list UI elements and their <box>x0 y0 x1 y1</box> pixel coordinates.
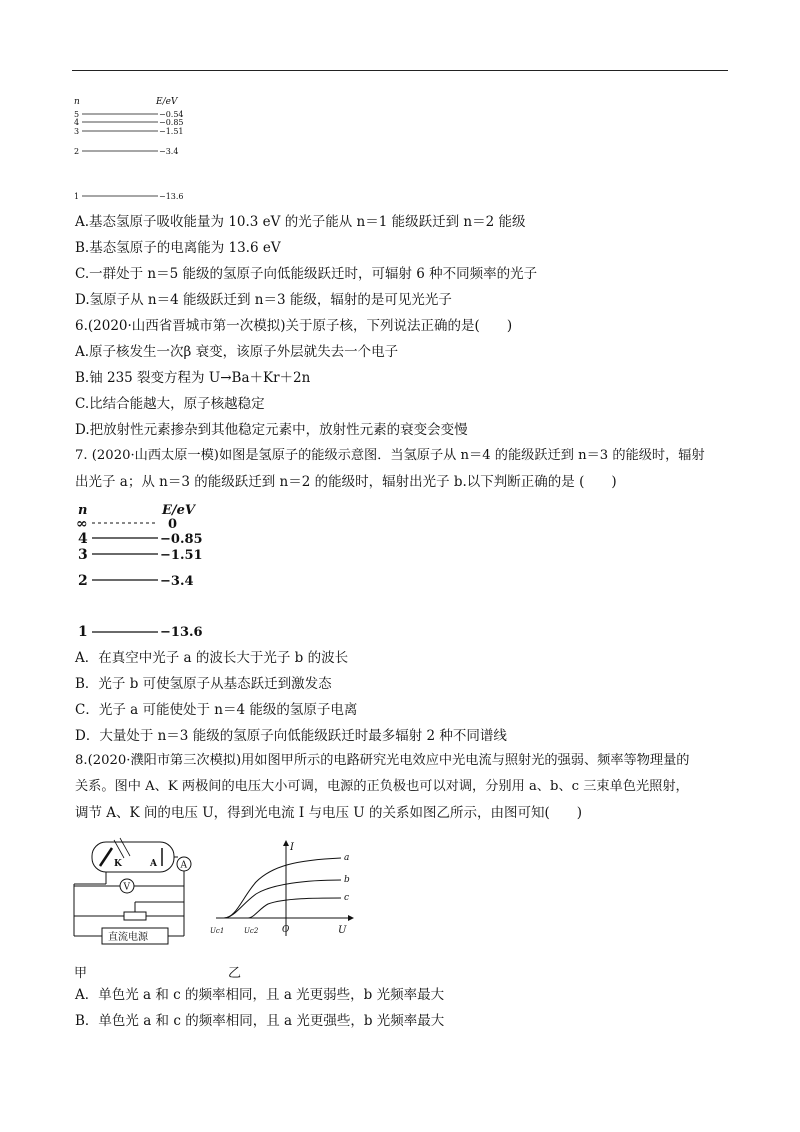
level-n: 1 <box>74 192 80 201</box>
q8-stem-line3: 调节 A、K 间的电压 U，得到光电流 I 与电压 U 的关系如图乙所示，由图可知( ) <box>75 805 582 821</box>
i-axis-arrow <box>283 840 289 846</box>
figure-b-caption: 乙 <box>228 966 242 981</box>
curve-b-label: b <box>344 875 350 885</box>
q5-option-b: B.基态氢原子的电离能为 13.6 eV <box>75 240 281 256</box>
level-e: −0.85 <box>160 532 203 547</box>
uc1-label: Uc1 <box>210 927 225 935</box>
q5-option-a: A.基态氢原子吸收能量为 10.3 eV 的光子能从 n＝1 能级跃迁到 n＝2 能级 <box>75 214 526 230</box>
level-e: −13.6 <box>159 192 184 201</box>
uc2-label: Uc2 <box>244 927 259 935</box>
ammeter-label: A <box>180 860 187 871</box>
e-header: E/eV <box>156 97 178 107</box>
curve-a <box>224 858 341 918</box>
level-n: 2 <box>74 147 80 156</box>
q7-option-d: D．大量处于 n＝3 能级的氢原子向低能级跃迁时最多辐射 2 种不同谱线 <box>75 728 507 744</box>
level-e: −0.85 <box>159 118 184 127</box>
q7-option-b: B．光子 b 可使氢原子从基态跃迁到激发态 <box>75 676 332 692</box>
q7-option-c: C．光子 a 可能使处于 n＝4 能级的氢原子电离 <box>75 702 358 718</box>
q7-stem-line2: 出光子 a；从 n＝3 的能级跃迁到 n＝2 的能级时，辐射出光子 b.以下判断正确的是 ( ) <box>75 474 617 490</box>
curve-a-label: a <box>344 853 350 863</box>
voltmeter-label: V <box>123 882 130 893</box>
u-axis-label: U <box>338 925 347 936</box>
n-header: n <box>74 97 80 107</box>
level-n: 1 <box>78 624 88 640</box>
q7-option-a: A．在真空中光子 a 的波长大于光子 b 的波长 <box>75 650 349 666</box>
u-axis-arrow <box>348 915 354 921</box>
q6-option-a: A.原子核发生一次β 衰变，该原子外层就失去一个电子 <box>75 344 399 360</box>
n-header: n <box>78 503 88 518</box>
q8-option-a: A．单色光 a 和 c 的频率相同，且 a 光更弱些，b 光频率最大 <box>75 987 445 1003</box>
k-label: K <box>114 859 122 869</box>
i-axis-label: I <box>290 842 294 853</box>
rheostat <box>124 912 146 920</box>
q5-option-d: D.氢原子从 n＝4 能级跃迁到 n＝3 能级，辐射的是可见光光子 <box>75 292 452 308</box>
e-header: E/eV <box>162 503 196 518</box>
level-n: 3 <box>74 127 80 136</box>
origin-label: O <box>282 925 290 935</box>
level-n: 3 <box>78 547 88 563</box>
level-e: −1.51 <box>159 127 184 136</box>
curve-c <box>248 898 341 918</box>
header-rule <box>72 70 728 71</box>
q6-option-b: B.铀 235 裂变方程为 U→Ba＋Kr＋2n <box>75 370 311 386</box>
photocurrent-graph <box>206 838 356 942</box>
q7-stem-line1: 7. (2020·山西太原一模)如图是氢原子的能级示意图．当氢原子从 n＝4 的能级跃迁到 n＝3 的能级时，辐射 <box>75 448 705 463</box>
circuit-diagram <box>66 836 206 948</box>
level-n: 5 <box>74 110 80 119</box>
q8-stem-line2: 关系。图中 A、K 两极间的电压大小可调，电源的正负极也可以对调，分别用 a、b、c 三束单色光照射， <box>75 779 689 794</box>
a-label: A <box>150 859 157 869</box>
energy-level-diagram-1 <box>70 92 210 204</box>
dc-source-label: 直流电源 <box>108 932 148 943</box>
q8-stem-line1: 8.(2020·濮阳市第三次模拟)用如图甲所示的电路研究光电效应中光电流与照射光的强弱、频率等物理量的 <box>75 753 690 768</box>
level-e: −3.4 <box>159 147 179 156</box>
energy-level-diagram-2 <box>70 496 230 644</box>
q6-stem: 6.(2020·山西省晋城市第一次模拟)关于原子核，下列说法正确的是( ) <box>75 318 513 334</box>
level-e: −0.54 <box>159 110 184 119</box>
curve-c-label: c <box>344 893 350 903</box>
level-e: −1.51 <box>160 548 203 563</box>
q6-option-d: D.把放射性元素掺杂到其他稳定元素中，放射性元素的衰变会变慢 <box>75 422 468 438</box>
level-e: −13.6 <box>160 625 203 640</box>
cathode-plate <box>100 848 112 866</box>
q5-option-c: C.一群处于 n＝5 能级的氢原子向低能级跃迁时，可辐射 6 种不同频率的光子 <box>75 266 538 282</box>
level-n: 2 <box>78 573 88 589</box>
q6-option-c: C.比结合能越大，原子核越稳定 <box>75 396 265 412</box>
level-e: 0 <box>168 517 178 532</box>
level-n: ∞ <box>76 516 88 532</box>
level-n: 4 <box>78 531 88 547</box>
level-e: −3.4 <box>160 574 194 589</box>
curve-b <box>224 880 341 918</box>
q8-option-b: B．单色光 a 和 c 的频率相同，且 a 光更强些，b 光频率最大 <box>75 1013 445 1029</box>
level-n: 4 <box>74 118 80 127</box>
figure-a-caption: 甲 <box>74 966 88 981</box>
